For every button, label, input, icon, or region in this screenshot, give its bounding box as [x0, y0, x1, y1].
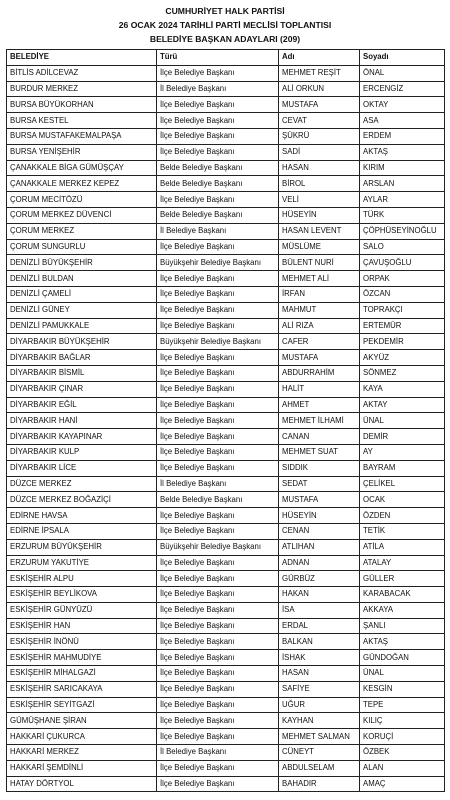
table-row: [7, 192, 445, 208]
cell-municipality: DENİZLİ BULDAN: [7, 271, 157, 287]
cell-surname: ÖZBEK: [360, 745, 445, 761]
cell-first-name: CENAN: [279, 523, 360, 539]
cell-surname: KORUÇİ: [360, 729, 445, 745]
cell-type: İlçe Belediye Başkanı: [157, 729, 279, 745]
cell-type: İl Belediye Başkanı: [157, 223, 279, 239]
cell-type: İlçe Belediye Başkanı: [157, 286, 279, 302]
cell-type: İlçe Belediye Başkanı: [157, 97, 279, 113]
cell-municipality: HAKKARİ ŞEMDİNLİ: [7, 760, 157, 776]
table-row: [7, 81, 445, 97]
cell-surname: ÖZDEN: [360, 508, 445, 524]
cell-type: Büyükşehir Belediye Başkanı: [157, 539, 279, 555]
cell-type: İlçe Belediye Başkanı: [157, 65, 279, 81]
cell-first-name: İSHAK: [279, 650, 360, 666]
cell-municipality: ESKİŞEHİR MİHALGAZİ: [7, 666, 157, 682]
cell-surname: KILIÇ: [360, 713, 445, 729]
cell-first-name: MUSTAFA: [279, 492, 360, 508]
table-row: [7, 207, 445, 223]
list-title: BELEDİYE BAŞKAN ADAYLARI (209): [149, 34, 301, 44]
cell-first-name: ALİ ORKUN: [279, 81, 360, 97]
cell-first-name: MAHMUT: [279, 302, 360, 318]
cell-municipality: DİYARBAKIR LİCE: [7, 460, 157, 476]
cell-municipality: ERZURUM YAKUTİYE: [7, 555, 157, 571]
cell-municipality: ESKİŞEHİR ALPU: [7, 571, 157, 587]
cell-surname: KESGİN: [360, 681, 445, 697]
cell-type: İlçe Belediye Başkanı: [157, 444, 279, 460]
cell-first-name: GÜRBÜZ: [279, 571, 360, 587]
cell-type: İl Belediye Başkanı: [157, 81, 279, 97]
cell-first-name: ATLIHAN: [279, 539, 360, 555]
cell-municipality: ESKİŞEHİR GÜNYÜZÜ: [7, 602, 157, 618]
table-row: [7, 460, 445, 476]
cell-type: İlçe Belediye Başkanı: [157, 271, 279, 287]
table-row: [7, 365, 445, 381]
cell-surname: ÇAVUŞOĞLU: [360, 255, 445, 271]
table-row: [7, 571, 445, 587]
cell-first-name: SIDDIK: [279, 460, 360, 476]
table-row: [7, 618, 445, 634]
cell-first-name: MEHMET SUAT: [279, 444, 360, 460]
cell-surname: PEKDEMİR: [360, 334, 445, 350]
cell-first-name: ABDULSELAM: [279, 760, 360, 776]
cell-surname: AKYÜZ: [360, 350, 445, 366]
table-row: [7, 128, 445, 144]
table-row: [7, 144, 445, 160]
cell-type: Belde Belediye Başkanı: [157, 176, 279, 192]
cell-type: İlçe Belediye Başkanı: [157, 381, 279, 397]
cell-municipality: ERZURUM BÜYÜKŞEHİR: [7, 539, 157, 555]
table-row: [7, 697, 445, 713]
cell-first-name: SADİ: [279, 144, 360, 160]
table-header-row: [7, 50, 445, 66]
cell-first-name: CÜNEYT: [279, 745, 360, 761]
cell-surname: TÜRK: [360, 207, 445, 223]
cell-municipality: BURSA YENİŞEHİR: [7, 144, 157, 160]
table-row: [7, 113, 445, 129]
cell-type: İlçe Belediye Başkanı: [157, 460, 279, 476]
cell-type: İlçe Belediye Başkanı: [157, 365, 279, 381]
cell-type: İlçe Belediye Başkanı: [157, 760, 279, 776]
cell-first-name: İSA: [279, 602, 360, 618]
table-row: [7, 223, 445, 239]
table-row: [7, 681, 445, 697]
cell-type: İlçe Belediye Başkanı: [157, 318, 279, 334]
cell-surname: ÖZCAN: [360, 286, 445, 302]
cell-first-name: ADNAN: [279, 555, 360, 571]
cell-municipality: BİTLİS ADİLCEVAZ: [7, 65, 157, 81]
cell-surname: ÇELİKEL: [360, 476, 445, 492]
cell-surname: SÖNMEZ: [360, 365, 445, 381]
cell-type: İl Belediye Başkanı: [157, 745, 279, 761]
table-row: [7, 776, 445, 792]
cell-municipality: HATAY DÖRTYOL: [7, 776, 157, 792]
cell-type: İlçe Belediye Başkanı: [157, 587, 279, 603]
cell-type: İlçe Belediye Başkanı: [157, 776, 279, 792]
cell-surname: ERCENGİZ: [360, 81, 445, 97]
cell-surname: OCAK: [360, 492, 445, 508]
cell-municipality: BURSA MUSTAFAKEMALPAŞA: [7, 128, 157, 144]
cell-type: Büyükşehir Belediye Başkanı: [157, 334, 279, 350]
cell-surname: ÜNAL: [360, 413, 445, 429]
cell-type: İlçe Belediye Başkanı: [157, 113, 279, 129]
cell-surname: AYLAR: [360, 192, 445, 208]
table-row: [7, 397, 445, 413]
cell-municipality: ÇANAKKALE MERKEZ KEPEZ: [7, 176, 157, 192]
cell-first-name: SAFİYE: [279, 681, 360, 697]
cell-type: İlçe Belediye Başkanı: [157, 397, 279, 413]
cell-surname: ÖNAL: [360, 65, 445, 81]
cell-type: Belde Belediye Başkanı: [157, 492, 279, 508]
table-row: [7, 650, 445, 666]
cell-type: İlçe Belediye Başkanı: [157, 650, 279, 666]
cell-first-name: BAHADIR: [279, 776, 360, 792]
table-row: [7, 255, 445, 271]
cell-municipality: GÜMÜŞHANE ŞİRAN: [7, 713, 157, 729]
cell-first-name: HASAN: [279, 160, 360, 176]
header-type: Türü: [157, 50, 279, 66]
table-row: [7, 508, 445, 524]
cell-municipality: EDİRNE HAVSA: [7, 508, 157, 524]
cell-municipality: ESKİŞEHİR SARICAKAYA: [7, 681, 157, 697]
table-row: [7, 176, 445, 192]
cell-type: İlçe Belediye Başkanı: [157, 144, 279, 160]
cell-type: İlçe Belediye Başkanı: [157, 239, 279, 255]
cell-type: İlçe Belediye Başkanı: [157, 192, 279, 208]
cell-first-name: BÜLENT NURİ: [279, 255, 360, 271]
cell-surname: AY: [360, 444, 445, 460]
header-municipality: BELEDİYE: [7, 50, 157, 66]
cell-first-name: HÜSEYİN: [279, 508, 360, 524]
cell-municipality: DİYARBAKIR ÇINAR: [7, 381, 157, 397]
table-row: [7, 745, 445, 761]
cell-municipality: DENİZLİ PAMUKKALE: [7, 318, 157, 334]
cell-surname: TETİK: [360, 523, 445, 539]
cell-surname: ALAN: [360, 760, 445, 776]
cell-type: İlçe Belediye Başkanı: [157, 713, 279, 729]
cell-type: İlçe Belediye Başkanı: [157, 618, 279, 634]
table-row: [7, 302, 445, 318]
document-header: [0, 0, 450, 46]
cell-municipality: DİYARBAKIR EĞİL: [7, 397, 157, 413]
cell-surname: ÜNAL: [360, 666, 445, 682]
cell-first-name: MUSTAFA: [279, 97, 360, 113]
cell-municipality: HAKKARİ MERKEZ: [7, 745, 157, 761]
cell-municipality: DÜZCE MERKEZ BOĞAZİÇİ: [7, 492, 157, 508]
table-row: [7, 318, 445, 334]
cell-first-name: ALİ RIZA: [279, 318, 360, 334]
cell-surname: ÇÖPHÜSEYİNOĞLU: [360, 223, 445, 239]
table-row: [7, 334, 445, 350]
cell-first-name: MEHMET İLHAMİ: [279, 413, 360, 429]
cell-municipality: ESKİŞEHİR BEYLİKOVA: [7, 587, 157, 603]
cell-type: İlçe Belediye Başkanı: [157, 508, 279, 524]
cell-surname: AMAÇ: [360, 776, 445, 792]
cell-type: Belde Belediye Başkanı: [157, 160, 279, 176]
cell-surname: TOPRAKÇI: [360, 302, 445, 318]
cell-municipality: DİYARBAKIR KULP: [7, 444, 157, 460]
cell-surname: ATALAY: [360, 555, 445, 571]
cell-municipality: ESKİŞEHİR MAHMUDİYE: [7, 650, 157, 666]
cell-municipality: ÇORUM SUNGURLU: [7, 239, 157, 255]
table-row: [7, 350, 445, 366]
cell-first-name: BİROL: [279, 176, 360, 192]
cell-first-name: CANAN: [279, 429, 360, 445]
cell-surname: TEPE: [360, 697, 445, 713]
cell-first-name: MUSTAFA: [279, 350, 360, 366]
cell-first-name: MEHMET ALİ: [279, 271, 360, 287]
cell-first-name: HASAN: [279, 666, 360, 682]
table-row: [7, 666, 445, 682]
cell-type: Belde Belediye Başkanı: [157, 207, 279, 223]
cell-municipality: ÇORUM MERKEZ: [7, 223, 157, 239]
table-row: [7, 286, 445, 302]
table-row: [7, 65, 445, 81]
cell-first-name: VELİ: [279, 192, 360, 208]
cell-first-name: UĞUR: [279, 697, 360, 713]
cell-type: Büyükşehir Belediye Başkanı: [157, 255, 279, 271]
cell-surname: GÜLLER: [360, 571, 445, 587]
cell-surname: AKTAŞ: [360, 634, 445, 650]
cell-surname: AKTAY: [360, 397, 445, 413]
table-row: [7, 492, 445, 508]
cell-surname: ŞANLI: [360, 618, 445, 634]
cell-type: İlçe Belediye Başkanı: [157, 429, 279, 445]
table-row: [7, 239, 445, 255]
table-row: [7, 413, 445, 429]
cell-type: İlçe Belediye Başkanı: [157, 523, 279, 539]
table-row: [7, 476, 445, 492]
cell-first-name: CEVAT: [279, 113, 360, 129]
cell-first-name: MEHMET SALMAN: [279, 729, 360, 745]
cell-municipality: ESKİŞEHİR SEYİTGAZİ: [7, 697, 157, 713]
cell-municipality: DÜZCE MERKEZ: [7, 476, 157, 492]
table-row: [7, 634, 445, 650]
cell-first-name: BALKAN: [279, 634, 360, 650]
cell-type: İl Belediye Başkanı: [157, 476, 279, 492]
cell-type: İlçe Belediye Başkanı: [157, 666, 279, 682]
table-row: [7, 587, 445, 603]
table-row: [7, 539, 445, 555]
cell-municipality: BURSA BÜYÜKORHAN: [7, 97, 157, 113]
cell-surname: DEMİR: [360, 429, 445, 445]
cell-surname: AKKAYA: [360, 602, 445, 618]
cell-first-name: AHMET: [279, 397, 360, 413]
table-row: [7, 271, 445, 287]
table-row: [7, 713, 445, 729]
cell-municipality: ESKİŞEHİR HAN: [7, 618, 157, 634]
cell-first-name: CAFER: [279, 334, 360, 350]
cell-first-name: MÜSLÜME: [279, 239, 360, 255]
cell-surname: AKTAŞ: [360, 144, 445, 160]
cell-surname: ASA: [360, 113, 445, 129]
cell-first-name: SEDAT: [279, 476, 360, 492]
cell-municipality: ESKİŞEHİR İNÖNÜ: [7, 634, 157, 650]
meeting-title: 26 OCAK 2024 TARİHLİ PARTİ MECLİSİ TOPLANTISI: [118, 20, 332, 30]
cell-type: İlçe Belediye Başkanı: [157, 128, 279, 144]
cell-surname: KIRIM: [360, 160, 445, 176]
cell-type: İlçe Belediye Başkanı: [157, 555, 279, 571]
cell-type: İlçe Belediye Başkanı: [157, 413, 279, 429]
cell-municipality: ÇORUM MERKEZ DÜVENCİ: [7, 207, 157, 223]
cell-type: İlçe Belediye Başkanı: [157, 634, 279, 650]
cell-surname: BAYRAM: [360, 460, 445, 476]
candidates-table: [6, 49, 445, 792]
header-surname: Soyadı: [360, 50, 445, 66]
cell-first-name: KAYHAN: [279, 713, 360, 729]
cell-surname: ATİLA: [360, 539, 445, 555]
cell-first-name: İRFAN: [279, 286, 360, 302]
cell-first-name: ERDAL: [279, 618, 360, 634]
cell-surname: ORPAK: [360, 271, 445, 287]
cell-municipality: HAKKARİ ÇUKURCA: [7, 729, 157, 745]
cell-municipality: BURDUR MERKEZ: [7, 81, 157, 97]
cell-surname: ERDEM: [360, 128, 445, 144]
cell-municipality: EDİRNE İPSALA: [7, 523, 157, 539]
cell-type: İlçe Belediye Başkanı: [157, 681, 279, 697]
cell-first-name: HAKAN: [279, 587, 360, 603]
cell-surname: KAYA: [360, 381, 445, 397]
cell-first-name: HASAN LEVENT: [279, 223, 360, 239]
table-row: [7, 444, 445, 460]
cell-municipality: DENİZLİ GÜNEY: [7, 302, 157, 318]
cell-type: İlçe Belediye Başkanı: [157, 302, 279, 318]
table-row: [7, 602, 445, 618]
cell-surname: ERTEMÜR: [360, 318, 445, 334]
cell-first-name: MEHMET REŞİT: [279, 65, 360, 81]
cell-municipality: DENİZLİ ÇAMELİ: [7, 286, 157, 302]
cell-type: İlçe Belediye Başkanı: [157, 571, 279, 587]
cell-municipality: DİYARBAKIR BAĞLAR: [7, 350, 157, 366]
cell-surname: GÜNDOĞAN: [360, 650, 445, 666]
cell-municipality: BURSA KESTEL: [7, 113, 157, 129]
table-row: [7, 381, 445, 397]
cell-municipality: ÇORUM MECİTÖZÜ: [7, 192, 157, 208]
party-name: CUMHURİYET HALK PARTİSİ: [165, 6, 285, 16]
cell-municipality: DİYARBAKIR BİSMİL: [7, 365, 157, 381]
table-row: [7, 760, 445, 776]
cell-type: İlçe Belediye Başkanı: [157, 350, 279, 366]
table-row: [7, 523, 445, 539]
table-row: [7, 160, 445, 176]
header-first-name: Adı: [279, 50, 360, 66]
table-row: [7, 429, 445, 445]
cell-municipality: DENİZLİ BÜYÜKŞEHİR: [7, 255, 157, 271]
cell-surname: KARABACAK: [360, 587, 445, 603]
cell-first-name: ŞÜKRÜ: [279, 128, 360, 144]
table-body: [7, 65, 445, 792]
cell-municipality: ÇANAKKALE BİGA GÜMÜŞÇAY: [7, 160, 157, 176]
table-row: [7, 97, 445, 113]
cell-surname: SALO: [360, 239, 445, 255]
table-row: [7, 555, 445, 571]
cell-first-name: HALİT: [279, 381, 360, 397]
cell-municipality: DİYARBAKIR HANİ: [7, 413, 157, 429]
cell-type: İlçe Belediye Başkanı: [157, 602, 279, 618]
cell-first-name: HÜSEYİN: [279, 207, 360, 223]
cell-surname: ARSLAN: [360, 176, 445, 192]
cell-municipality: DİYARBAKIR KAYAPINAR: [7, 429, 157, 445]
cell-type: İlçe Belediye Başkanı: [157, 697, 279, 713]
cell-municipality: DİYARBAKIR BÜYÜKŞEHİR: [7, 334, 157, 350]
cell-first-name: ABDURRAHİM: [279, 365, 360, 381]
table-row: [7, 729, 445, 745]
cell-surname: OKTAY: [360, 97, 445, 113]
